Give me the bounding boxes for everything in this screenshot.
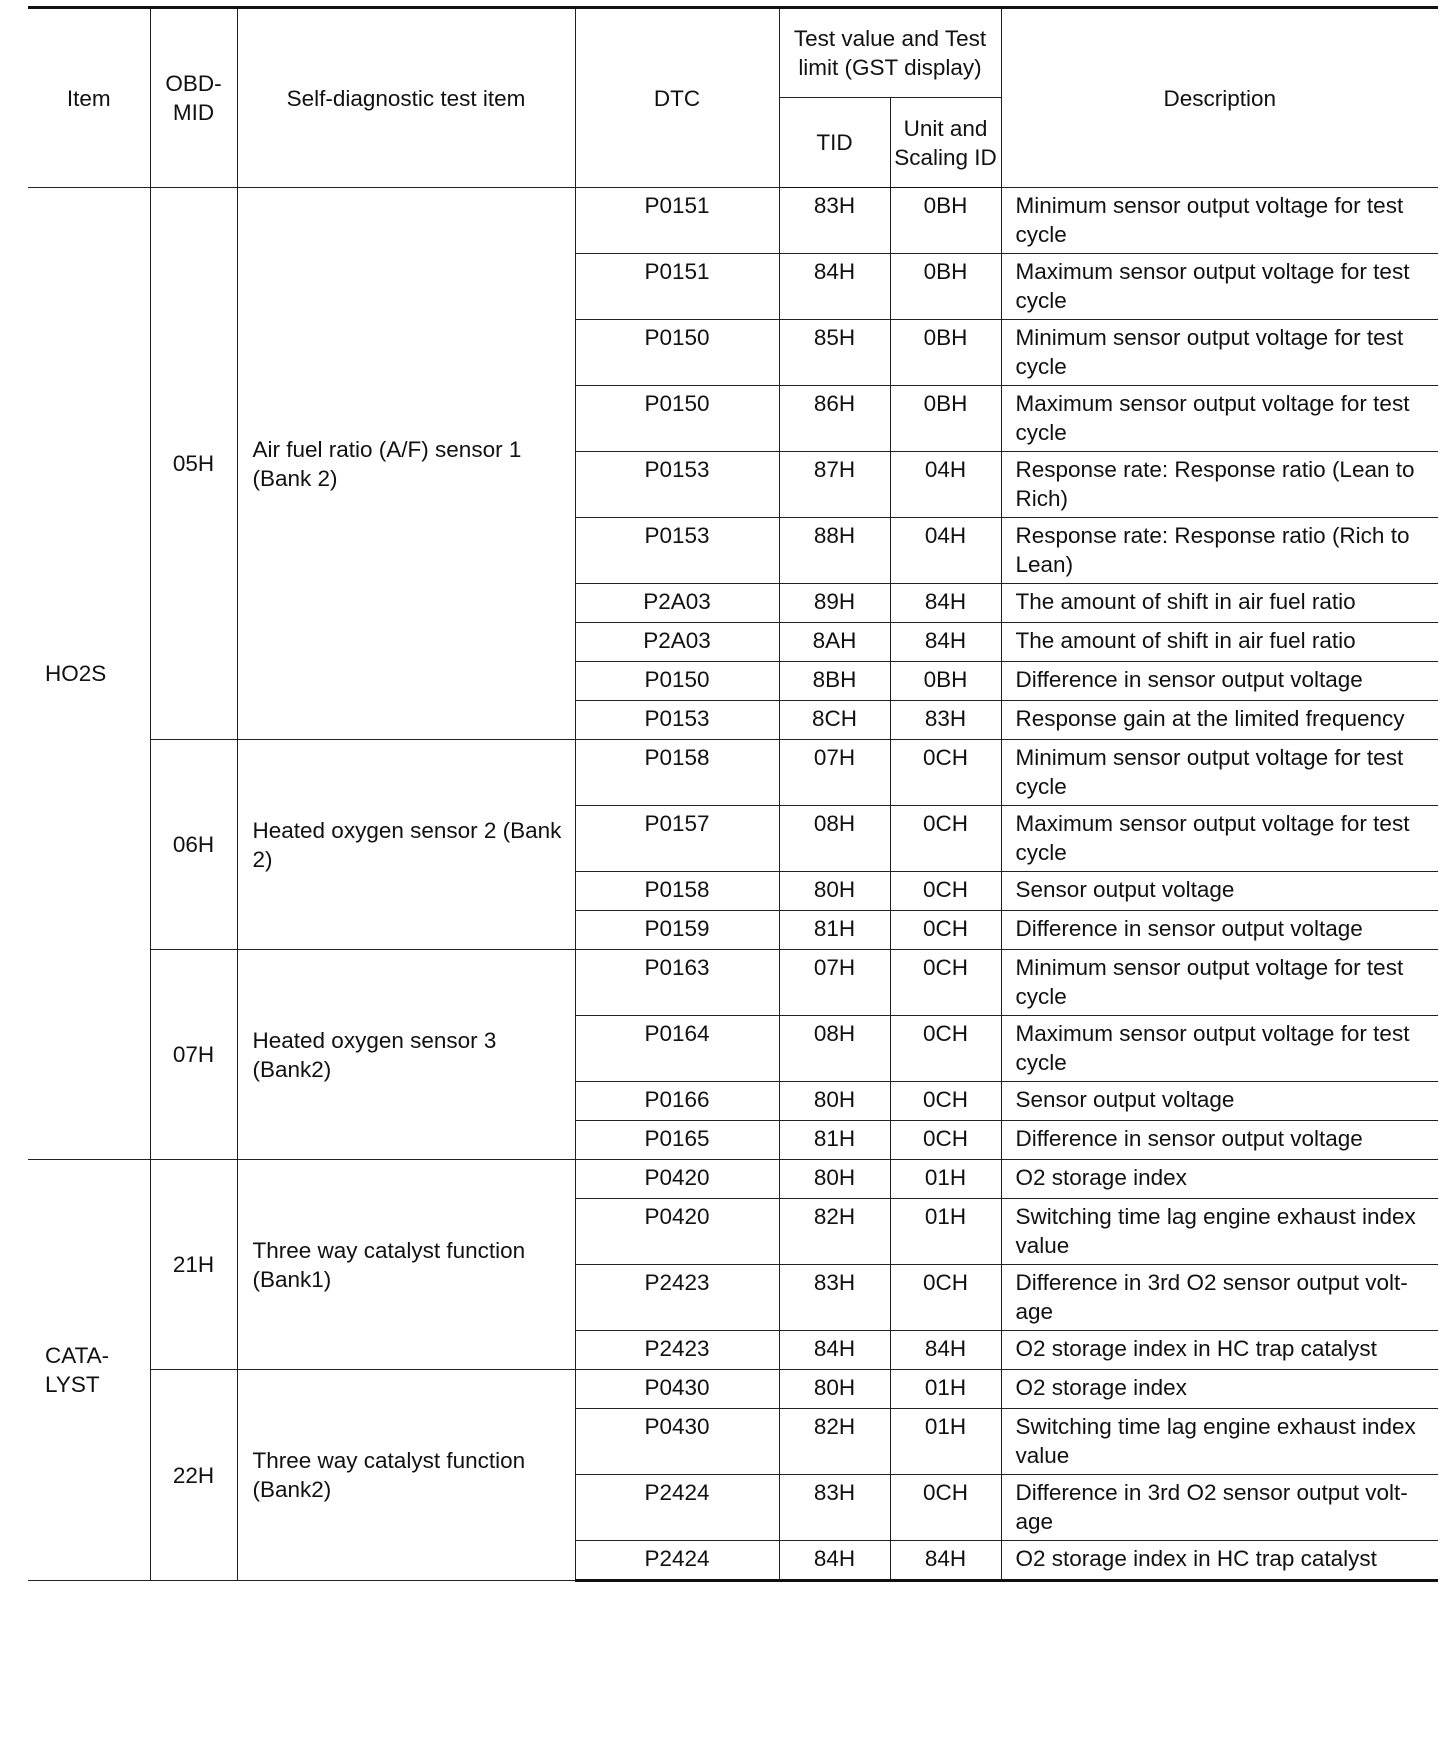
obd-test-table-page: [28, 6, 1438, 1582]
unit-scaling-id-cell: 01H: [890, 1370, 1001, 1409]
unit-scaling-id-cell: 0BH: [890, 320, 1001, 386]
test-item-cell: Three way catalyst function (Bank1): [237, 1160, 575, 1370]
tid-cell: 81H: [779, 1121, 890, 1160]
tid-cell: 07H: [779, 740, 890, 806]
tid-cell: 83H: [779, 1265, 890, 1331]
description-cell: Difference in sensor output voltage: [1001, 1121, 1438, 1160]
dtc-cell: P0430: [575, 1370, 779, 1409]
unit-scaling-id-cell: 0CH: [890, 911, 1001, 950]
tid-cell: 08H: [779, 806, 890, 872]
description-cell: Response rate: Response ratio (Lean to Rich): [1001, 452, 1438, 518]
obd-mid-cell: 06H: [150, 740, 237, 950]
unit-scaling-id-cell: 0CH: [890, 1265, 1001, 1331]
description-cell: Difference in sensor output voltage: [1001, 911, 1438, 950]
header-obd-mid: OBD-MID: [150, 8, 237, 188]
obd-mid-cell: 07H: [150, 950, 237, 1160]
dtc-cell: P0163: [575, 950, 779, 1016]
description-cell: Minimum sensor output voltage for test cycle: [1001, 188, 1438, 254]
dtc-cell: P0166: [575, 1082, 779, 1121]
description-cell: O2 storage index: [1001, 1370, 1438, 1409]
dtc-cell: P0150: [575, 320, 779, 386]
unit-scaling-id-cell: 01H: [890, 1160, 1001, 1199]
dtc-cell: P0159: [575, 911, 779, 950]
unit-scaling-id-cell: 01H: [890, 1199, 1001, 1265]
description-cell: The amount of shift in air fuel ratio: [1001, 623, 1438, 662]
dtc-cell: P0150: [575, 662, 779, 701]
tid-cell: 81H: [779, 911, 890, 950]
tid-cell: 08H: [779, 1016, 890, 1082]
unit-scaling-id-cell: 0BH: [890, 662, 1001, 701]
dtc-cell: P2A03: [575, 623, 779, 662]
dtc-cell: P0164: [575, 1016, 779, 1082]
unit-scaling-id-cell: 84H: [890, 623, 1001, 662]
unit-scaling-id-cell: 0BH: [890, 386, 1001, 452]
description-cell: Response gain at the limited frequency: [1001, 701, 1438, 740]
dtc-cell: P0153: [575, 701, 779, 740]
tid-cell: 07H: [779, 950, 890, 1016]
header-self-diagnostic-test-item: Self-diagnostic test item: [237, 8, 575, 188]
tid-cell: 84H: [779, 1541, 890, 1581]
test-item-cell: Three way catalyst function (Bank2): [237, 1370, 575, 1581]
test-item-cell: Heated oxygen sensor 3 (Bank2): [237, 950, 575, 1160]
description-cell: O2 storage index in HC trap catalyst: [1001, 1541, 1438, 1581]
unit-scaling-id-cell: 04H: [890, 452, 1001, 518]
dtc-cell: P0430: [575, 1409, 779, 1475]
dtc-cell: P0420: [575, 1199, 779, 1265]
table-row: [28, 740, 1438, 806]
unit-scaling-id-cell: 0BH: [890, 254, 1001, 320]
obd-test-table: [28, 6, 1438, 1582]
tid-cell: 84H: [779, 254, 890, 320]
dtc-cell: P0157: [575, 806, 779, 872]
obd-mid-cell: 22H: [150, 1370, 237, 1581]
description-cell: Minimum sensor output voltage for test cycle: [1001, 740, 1438, 806]
tid-cell: 87H: [779, 452, 890, 518]
dtc-cell: P0150: [575, 386, 779, 452]
unit-scaling-id-cell: 83H: [890, 701, 1001, 740]
table-row: [28, 188, 1438, 254]
dtc-cell: P2423: [575, 1265, 779, 1331]
unit-scaling-id-cell: 0CH: [890, 872, 1001, 911]
dtc-cell: P0153: [575, 452, 779, 518]
header-tid: TID: [779, 98, 890, 188]
dtc-cell: P2A03: [575, 584, 779, 623]
tid-cell: 82H: [779, 1199, 890, 1265]
test-item-cell: Heated oxygen sensor 2 (Bank 2): [237, 740, 575, 950]
tid-cell: 80H: [779, 1082, 890, 1121]
header-description: Description: [1001, 8, 1438, 188]
tid-cell: 82H: [779, 1409, 890, 1475]
obd-mid-cell: 05H: [150, 188, 237, 740]
unit-scaling-id-cell: 04H: [890, 518, 1001, 584]
header-unit-scaling-id: Unit and Scaling ID: [890, 98, 1001, 188]
unit-scaling-id-cell: 0CH: [890, 1082, 1001, 1121]
header-dtc: DTC: [575, 8, 779, 188]
unit-scaling-id-cell: 84H: [890, 584, 1001, 623]
obd-mid-cell: 21H: [150, 1160, 237, 1370]
description-cell: Difference in 3rd O2 sensor output volt-age: [1001, 1475, 1438, 1541]
unit-scaling-id-cell: 0CH: [890, 1016, 1001, 1082]
description-cell: Minimum sensor output voltage for test cycle: [1001, 320, 1438, 386]
dtc-cell: P0151: [575, 188, 779, 254]
item-cell: CATA-LYST: [28, 1160, 150, 1581]
description-cell: Switching time lag engine exhaust index value: [1001, 1409, 1438, 1475]
description-cell: Maximum sensor output voltage for test cycle: [1001, 254, 1438, 320]
table-header: [28, 8, 1438, 188]
unit-scaling-id-cell: 0CH: [890, 1121, 1001, 1160]
tid-cell: 83H: [779, 188, 890, 254]
tid-cell: 80H: [779, 1160, 890, 1199]
tid-cell: 8BH: [779, 662, 890, 701]
unit-scaling-id-cell: 84H: [890, 1331, 1001, 1370]
tid-cell: 86H: [779, 386, 890, 452]
description-cell: O2 storage index: [1001, 1160, 1438, 1199]
description-cell: Maximum sensor output voltage for test cycle: [1001, 386, 1438, 452]
dtc-cell: P0151: [575, 254, 779, 320]
unit-scaling-id-cell: 0CH: [890, 806, 1001, 872]
table-row: [28, 1160, 1438, 1199]
unit-scaling-id-cell: 84H: [890, 1541, 1001, 1581]
table-body: [28, 188, 1438, 1581]
unit-scaling-id-cell: 0BH: [890, 188, 1001, 254]
description-cell: Maximum sensor output voltage for test cycle: [1001, 1016, 1438, 1082]
dtc-cell: P0420: [575, 1160, 779, 1199]
table-row: [28, 1370, 1438, 1409]
tid-cell: 8CH: [779, 701, 890, 740]
description-cell: Maximum sensor output voltage for test cycle: [1001, 806, 1438, 872]
header-item: Item: [28, 8, 150, 188]
description-cell: Switching time lag engine exhaust index value: [1001, 1199, 1438, 1265]
description-cell: Minimum sensor output voltage for test cycle: [1001, 950, 1438, 1016]
item-cell: HO2S: [28, 188, 150, 1160]
tid-cell: 80H: [779, 1370, 890, 1409]
description-cell: Sensor output voltage: [1001, 872, 1438, 911]
tid-cell: 8AH: [779, 623, 890, 662]
dtc-cell: P0158: [575, 740, 779, 806]
description-cell: Difference in 3rd O2 sensor output volt-age: [1001, 1265, 1438, 1331]
description-cell: O2 storage index in HC trap catalyst: [1001, 1331, 1438, 1370]
description-cell: Response rate: Response ratio (Rich to Lean): [1001, 518, 1438, 584]
tid-cell: 89H: [779, 584, 890, 623]
description-cell: The amount of shift in air fuel ratio: [1001, 584, 1438, 623]
dtc-cell: P2424: [575, 1475, 779, 1541]
unit-scaling-id-cell: 0CH: [890, 1475, 1001, 1541]
dtc-cell: P2424: [575, 1541, 779, 1581]
table-row: [28, 950, 1438, 1016]
unit-scaling-id-cell: 0CH: [890, 950, 1001, 1016]
dtc-cell: P2423: [575, 1331, 779, 1370]
description-cell: Difference in sensor output voltage: [1001, 662, 1438, 701]
description-cell: Sensor output voltage: [1001, 1082, 1438, 1121]
dtc-cell: P0158: [575, 872, 779, 911]
dtc-cell: P0165: [575, 1121, 779, 1160]
tid-cell: 83H: [779, 1475, 890, 1541]
tid-cell: 88H: [779, 518, 890, 584]
tid-cell: 84H: [779, 1331, 890, 1370]
tid-cell: 85H: [779, 320, 890, 386]
header-test-value: Test value and Test limit (GST display): [779, 8, 1001, 98]
dtc-cell: P0153: [575, 518, 779, 584]
unit-scaling-id-cell: 0CH: [890, 740, 1001, 806]
test-item-cell: Air fuel ratio (A/F) sensor 1 (Bank 2): [237, 188, 575, 740]
tid-cell: 80H: [779, 872, 890, 911]
unit-scaling-id-cell: 01H: [890, 1409, 1001, 1475]
